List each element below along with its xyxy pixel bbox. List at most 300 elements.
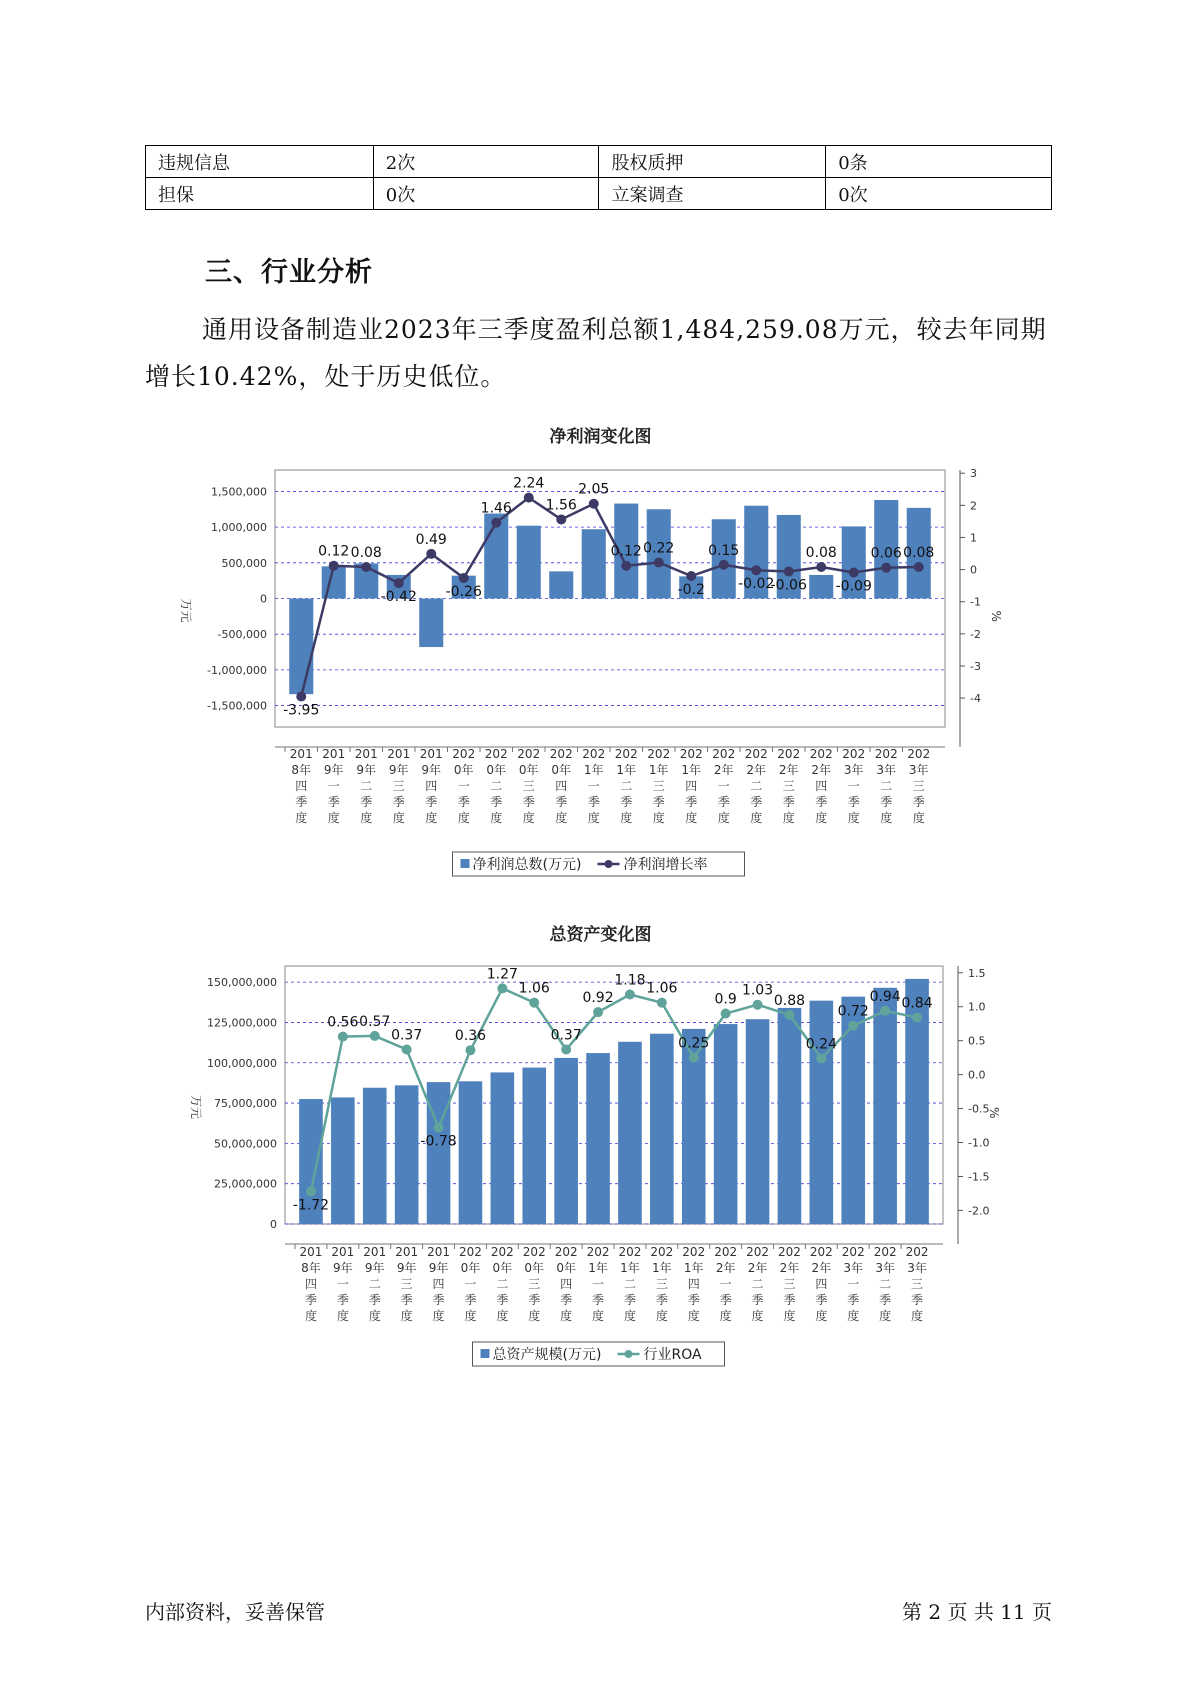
x-tick-label: 1年 [681, 763, 702, 777]
x-tick-label: 度 [360, 811, 373, 825]
data-label: 0.56 [327, 1014, 359, 1031]
x-tick-label: 四 [555, 779, 568, 793]
line-point [654, 558, 664, 568]
y-tick-label: 50,000,000 [214, 1137, 277, 1151]
x-tick-label: 9年 [388, 763, 409, 777]
section-title: 三、行业分析 [205, 257, 373, 288]
y-tick-label: 0 [260, 592, 267, 606]
x-tick-label: 9年 [323, 763, 344, 777]
y-axis-label: 万元 [179, 598, 193, 623]
y2-tick-label: 0.5 [968, 1034, 986, 1048]
x-tick-label: 季 [623, 1293, 636, 1307]
x-tick-label: 季 [620, 795, 633, 809]
x-tick-label: 201 [395, 1245, 419, 1259]
x-tick-label: 度 [464, 1309, 477, 1323]
line-point [361, 562, 371, 572]
line-point [657, 998, 667, 1008]
line-point [753, 1000, 763, 1010]
data-label: 1.56 [545, 497, 577, 514]
bar [746, 1019, 770, 1224]
data-label: 0.25 [678, 1035, 710, 1052]
footer-left: 内部资料，妥善保管 [145, 1600, 325, 1624]
data-label: 0.49 [415, 531, 447, 548]
x-tick-label: 季 [392, 795, 405, 809]
x-tick-label: 二 [750, 779, 763, 793]
x-tick-label: 9年 [356, 763, 377, 777]
x-tick-label: 季 [360, 795, 373, 809]
x-tick-label: 季 [847, 795, 860, 809]
x-tick-label: 度 [496, 1309, 509, 1323]
x-tick-label: 202 [586, 1245, 610, 1259]
line-point [784, 1010, 794, 1020]
data-label: -0.42 [380, 589, 417, 606]
bar [586, 1053, 610, 1224]
x-tick-label: 季 [912, 795, 925, 809]
x-tick-label: 度 [687, 1309, 700, 1323]
y-tick-label: 100,000,000 [207, 1056, 277, 1070]
x-tick-label: 202 [614, 747, 638, 761]
legend-line-marker [625, 1350, 633, 1358]
bar [554, 1058, 578, 1224]
x-tick-label: 度 [717, 811, 730, 825]
line-point [848, 1021, 858, 1031]
x-tick-label: 二 [490, 779, 503, 793]
x-tick-label: 季 [555, 795, 568, 809]
line-point [816, 1053, 826, 1063]
x-tick-label: 度 [751, 1309, 764, 1323]
bar [491, 1072, 515, 1224]
x-tick-label: 度 [295, 811, 308, 825]
table-cell: 股权质押 [599, 146, 826, 178]
x-tick-label: 201 [322, 747, 346, 761]
x-tick-label: 季 [782, 795, 795, 809]
y2-tick-label: 3 [970, 467, 977, 481]
x-tick-label: 1年 [588, 1261, 608, 1275]
line-point [914, 562, 924, 572]
x-tick-label: 202 [841, 1245, 865, 1259]
legend-bar-label: 总资产规模(万元) [492, 1347, 602, 1363]
x-tick-label: 三 [655, 1277, 668, 1291]
x-tick-label: 1年 [583, 763, 604, 777]
x-tick-label: 度 [587, 811, 600, 825]
x-tick-label: 三 [522, 779, 535, 793]
y2-tick-label: 1 [970, 531, 977, 545]
x-tick-label: 三 [911, 1277, 924, 1291]
line-point [426, 549, 436, 559]
line-point [721, 1009, 731, 1019]
x-tick-label: 一 [464, 1277, 477, 1291]
data-label: -0.78 [420, 1133, 457, 1150]
x-tick-label: 季 [687, 1293, 700, 1307]
y2-tick-label: -2.0 [968, 1204, 990, 1218]
line-point [296, 691, 306, 701]
data-label: 0.37 [550, 1027, 582, 1044]
line-point [593, 1007, 603, 1017]
x-tick-label: 季 [490, 795, 503, 809]
line-point [880, 1006, 890, 1016]
line-point [719, 560, 729, 570]
x-tick-label: 季 [655, 1293, 668, 1307]
x-tick-label: 三 [652, 779, 665, 793]
x-tick-label: 201 [299, 1245, 323, 1259]
data-label: 0.88 [773, 992, 806, 1009]
line-point [816, 562, 826, 572]
x-tick-label: 1年 [616, 763, 637, 777]
x-tick-label: 三 [782, 779, 795, 793]
x-tick-label: 季 [425, 795, 438, 809]
data-label: 0.12 [610, 543, 642, 560]
x-tick-label: 三 [392, 779, 405, 793]
data-label: -1.72 [292, 1197, 330, 1214]
x-tick-label: 度 [847, 1309, 860, 1323]
x-tick-label: 0年 [460, 1261, 481, 1275]
x-tick-label: 201 [387, 747, 411, 761]
table-row [146, 178, 1052, 210]
x-tick-label: 四 [560, 1277, 573, 1291]
bar [809, 575, 833, 599]
x-tick-label: 一 [719, 1277, 732, 1291]
x-tick-label: 202 [714, 1245, 738, 1259]
x-tick-label: 202 [905, 1245, 929, 1259]
line-point [784, 567, 794, 577]
bar [419, 599, 443, 648]
x-tick-label: 三 [912, 779, 925, 793]
x-tick-label: 四 [432, 1277, 445, 1291]
x-tick-label: 三 [783, 1277, 796, 1291]
x-tick-label: 3年 [907, 1261, 927, 1275]
x-tick-label: 四 [687, 1277, 700, 1291]
x-tick-label: 202 [647, 747, 671, 761]
bar [582, 529, 606, 598]
data-label: -0.26 [445, 583, 482, 600]
x-tick-label: 202 [458, 1245, 482, 1259]
data-label: 1.03 [741, 982, 774, 999]
x-tick-label: 度 [815, 811, 828, 825]
y-tick-label: 1,000,000 [211, 521, 267, 535]
line-point [689, 1053, 699, 1063]
x-tick-label: 季 [336, 1293, 349, 1307]
x-tick-label: 季 [652, 795, 665, 809]
x-tick-label: 一 [336, 1277, 349, 1291]
x-tick-label: 一 [717, 779, 730, 793]
line-point [621, 561, 631, 571]
x-tick-label: 季 [560, 1293, 573, 1307]
line-point [329, 561, 339, 571]
x-tick-label: 2年 [811, 763, 832, 777]
table-cell: 0条 [826, 146, 1052, 178]
data-label: -0.09 [835, 578, 872, 595]
line-point [524, 493, 534, 503]
x-tick-label: 3年 [843, 1261, 864, 1275]
x-tick-label: 二 [620, 779, 633, 793]
y-tick-label: 125,000,000 [207, 1016, 277, 1030]
x-tick-label: 季 [457, 795, 470, 809]
x-tick-label: 季 [522, 795, 535, 809]
table-cell: 0次 [373, 178, 599, 210]
x-tick-label: 2年 [715, 1261, 736, 1275]
x-tick-label: 度 [560, 1309, 573, 1323]
data-label: 0.12 [318, 543, 350, 560]
x-tick-label: 度 [879, 1309, 892, 1323]
bar [549, 571, 573, 598]
x-tick-label: 度 [425, 811, 438, 825]
legend-line-label: 净利润增长率 [623, 857, 708, 873]
table-cell: 违规信息 [146, 146, 374, 178]
x-tick-label: 度 [782, 811, 795, 825]
data-label: 0.08 [805, 545, 837, 562]
bar [712, 519, 736, 598]
x-tick-label: 季 [719, 1293, 732, 1307]
x-tick-label: 202 [549, 747, 573, 761]
x-tick-label: 度 [592, 1309, 605, 1323]
y-tick-label: -1,000,000 [207, 663, 267, 677]
x-tick-label: 度 [880, 811, 893, 825]
line-point [529, 998, 539, 1008]
x-tick-label: 季 [368, 1293, 381, 1307]
x-tick-label: 0年 [518, 763, 539, 777]
x-tick-label: 202 [554, 1245, 578, 1259]
x-tick-label: 度 [368, 1309, 381, 1323]
x-tick-label: 1年 [620, 1261, 640, 1275]
x-tick-label: 度 [327, 811, 340, 825]
x-tick-label: 2年 [747, 1261, 768, 1275]
y-tick-label: -500,000 [217, 628, 267, 642]
data-label: 1.06 [518, 980, 550, 997]
x-tick-label: 0年 [492, 1261, 513, 1275]
x-tick-label: 季 [685, 795, 698, 809]
x-tick-label: 季 [751, 1293, 764, 1307]
x-tick-label: 季 [880, 795, 893, 809]
data-label: 0.36 [454, 1028, 487, 1045]
line-point [306, 1186, 316, 1196]
x-tick-label: 度 [911, 1309, 924, 1323]
section-paragraph: 通用设备制造业2023年三季度盈利总额1,484,259.08万元，较去年同期增长10.42%，处于历史低位。 [145, 315, 1047, 391]
x-tick-label: 202 [809, 1245, 833, 1259]
x-tick-label: 四 [304, 1277, 317, 1291]
x-tick-label: 一 [327, 779, 340, 793]
x-tick-label: 二 [360, 779, 373, 793]
x-tick-label: 3年 [908, 763, 929, 777]
y2-tick-label: 2 [970, 499, 977, 513]
x-tick-label: 201 [427, 1245, 451, 1259]
y-tick-label: 150,000,000 [207, 976, 277, 990]
x-tick-label: 9年 [421, 763, 442, 777]
x-tick-label: 0年 [524, 1261, 545, 1275]
x-tick-label: 四 [425, 779, 438, 793]
x-tick-label: 季 [528, 1293, 541, 1307]
x-tick-label: 季 [587, 795, 600, 809]
data-label: 0.24 [805, 1036, 837, 1053]
x-tick-label: 度 [750, 811, 763, 825]
x-tick-label: 季 [400, 1293, 413, 1307]
y-tick-label: 500,000 [221, 556, 267, 570]
x-tick-label: 二 [368, 1277, 381, 1291]
y-tick-label: -1,500,000 [207, 699, 267, 713]
table-row [146, 146, 1052, 178]
line-point [497, 983, 507, 993]
legend-line-label: 行业ROA [643, 1347, 702, 1363]
y-tick-label: 0 [270, 1218, 277, 1231]
x-tick-label: 季 [327, 795, 340, 809]
bar [618, 1042, 642, 1224]
table-cell: 0次 [826, 178, 1052, 210]
y2-tick-label: 0 [970, 563, 977, 577]
x-tick-label: 度 [432, 1309, 445, 1323]
x-tick-label: 3年 [876, 763, 897, 777]
line-point [751, 565, 761, 575]
x-tick-label: 8年 [301, 1261, 321, 1275]
bar [395, 1085, 419, 1224]
x-tick-label: 9年 [333, 1261, 353, 1275]
bar [873, 988, 897, 1224]
y-tick-label: 1,500,000 [211, 485, 267, 499]
table-cell: 担保 [146, 178, 374, 210]
table-cell: 2次 [373, 146, 599, 178]
y-tick-label: 75,000,000 [214, 1097, 277, 1111]
total-assets-chart [0, 918, 1191, 1378]
x-tick-label: 二 [496, 1277, 509, 1291]
x-tick-label: 202 [777, 1245, 801, 1259]
bar [650, 1034, 674, 1224]
y2-tick-label: -4 [970, 692, 981, 706]
x-tick-label: 2年 [778, 763, 799, 777]
x-tick-label: 201 [289, 747, 313, 761]
x-tick-label: 201 [363, 1245, 387, 1259]
x-tick-label: 202 [582, 747, 606, 761]
x-tick-label: 9年 [364, 1261, 385, 1275]
x-tick-label: 度 [392, 811, 405, 825]
line-point [338, 1032, 348, 1042]
y2-tick-label: 1.5 [968, 966, 986, 980]
data-label: 0.94 [869, 988, 901, 1005]
x-tick-label: 度 [555, 811, 568, 825]
x-tick-label: 0年 [486, 763, 507, 777]
y-tick-label: 25,000,000 [214, 1177, 277, 1191]
data-label: 1.18 [614, 972, 646, 989]
y2-tick-label: -1 [970, 595, 981, 609]
bar [522, 1068, 546, 1224]
x-tick-label: 季 [432, 1293, 445, 1307]
x-tick-label: 0年 [551, 763, 572, 777]
y2-axis-label: % [989, 610, 1003, 622]
x-tick-label: 度 [652, 811, 665, 825]
data-label: 1.46 [480, 500, 512, 517]
data-label: -0.02 [738, 576, 775, 593]
x-tick-label: 1年 [683, 1261, 704, 1275]
x-tick-label: 202 [452, 747, 476, 761]
x-tick-label: 1年 [652, 1261, 672, 1275]
x-tick-label: 季 [304, 1293, 317, 1307]
net-profit-chart [0, 420, 1191, 880]
y2-axis-label: % [987, 1107, 1001, 1119]
line-point [589, 499, 599, 509]
line-point [556, 514, 566, 524]
data-label: 0.08 [350, 545, 382, 562]
bar [459, 1081, 483, 1224]
bar [714, 1024, 738, 1224]
x-tick-label: 季 [815, 795, 828, 809]
y-axis-label: 万元 [189, 1095, 203, 1120]
x-tick-label: 202 [682, 1245, 706, 1259]
x-tick-label: 9年 [428, 1261, 449, 1275]
data-label: 0.84 [901, 995, 933, 1012]
x-tick-label: 度 [304, 1309, 317, 1323]
x-tick-label: 1年 [648, 763, 669, 777]
x-tick-label: 201 [354, 747, 378, 761]
data-label: 0.22 [643, 540, 675, 557]
bar [778, 1008, 802, 1224]
x-tick-label: 2年 [811, 1261, 832, 1275]
x-tick-label: 0年 [453, 763, 474, 777]
legend-bar-swatch [481, 1349, 490, 1358]
line-point [465, 1045, 475, 1055]
x-tick-label: 一 [847, 779, 860, 793]
y2-tick-label: 1.0 [968, 1000, 986, 1014]
x-tick-label: 度 [336, 1309, 349, 1323]
legend-line-marker [605, 860, 613, 868]
line-point [370, 1031, 380, 1041]
bar [331, 1097, 355, 1224]
table-cell: 立案调查 [599, 178, 826, 210]
x-tick-label: 度 [620, 811, 633, 825]
data-label: 0.57 [359, 1013, 391, 1030]
line-point [491, 518, 501, 528]
x-tick-label: 季 [783, 1293, 796, 1307]
x-tick-label: 度 [528, 1309, 541, 1323]
x-tick-label: 202 [490, 1245, 514, 1259]
data-label: -0.06 [770, 577, 807, 594]
x-tick-label: 季 [464, 1293, 477, 1307]
x-tick-label: 一 [847, 1277, 860, 1291]
x-tick-label: 202 [679, 747, 703, 761]
x-tick-label: 季 [815, 1293, 828, 1307]
line-point [849, 567, 859, 577]
x-tick-label: 202 [618, 1245, 642, 1259]
line-point [881, 563, 891, 573]
x-tick-label: 四 [295, 779, 308, 793]
data-label: 0.72 [837, 1003, 869, 1020]
x-tick-label: 202 [809, 747, 833, 761]
x-tick-label: 四 [815, 779, 828, 793]
bar [427, 1082, 451, 1224]
x-tick-label: 202 [744, 747, 768, 761]
x-tick-label: 202 [484, 747, 508, 761]
x-tick-label: 202 [522, 1245, 546, 1259]
x-tick-label: 度 [847, 811, 860, 825]
y2-tick-label: 0.0 [968, 1068, 986, 1082]
y2-tick-label: -1.0 [968, 1136, 990, 1150]
data-label: 0.37 [391, 1027, 423, 1044]
x-tick-label: 二 [751, 1277, 764, 1291]
x-tick-label: 201 [419, 747, 443, 761]
bar [810, 1001, 834, 1224]
y2-tick-label: -1.5 [968, 1170, 990, 1184]
x-tick-label: 度 [815, 1309, 828, 1323]
legend-bar-label: 净利润总数(万元) [472, 857, 582, 873]
x-tick-label: 度 [783, 1309, 796, 1323]
x-tick-label: 9年 [396, 1261, 417, 1275]
line-point [459, 573, 469, 583]
x-tick-label: 三 [400, 1277, 413, 1291]
bar [322, 566, 346, 598]
x-tick-label: 202 [842, 747, 866, 761]
x-tick-label: 度 [685, 811, 698, 825]
x-tick-label: 度 [655, 1309, 668, 1323]
line-point [686, 571, 696, 581]
x-tick-label: 二 [879, 1277, 892, 1291]
x-tick-label: 度 [522, 811, 535, 825]
line-point [625, 990, 635, 1000]
